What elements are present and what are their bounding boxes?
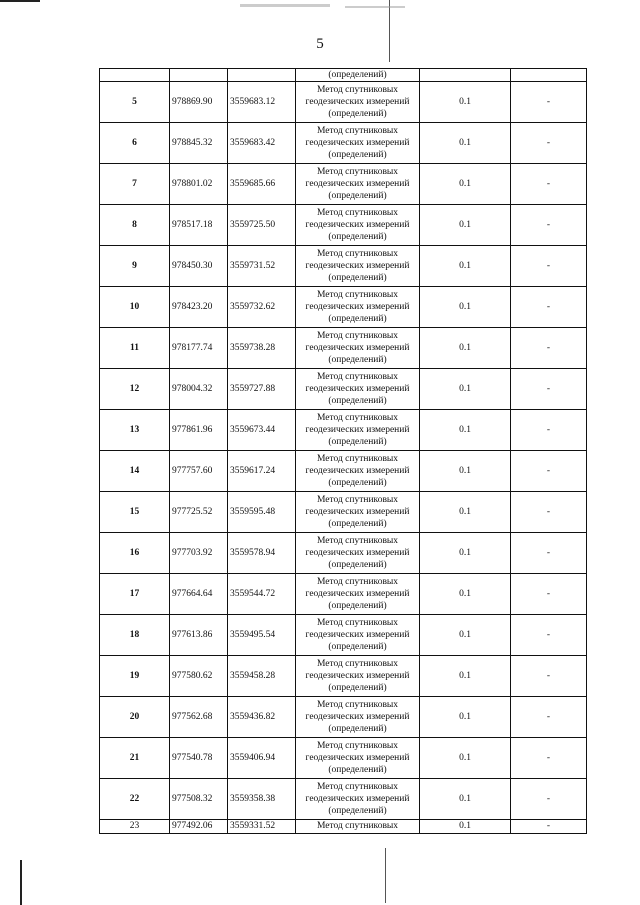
table-row [100, 369, 587, 410]
method-line: Метод спутниковых [316, 617, 399, 628]
method-line: Метод спутниковых [316, 740, 399, 751]
method-line: Метод спутниковых [316, 84, 399, 95]
y-coordinate-cell: 3559731.52 [228, 246, 296, 287]
method-line: геодезических измерений [305, 712, 410, 723]
accuracy-cell: 0.1 [420, 656, 511, 697]
point-number-cell: 19 [100, 656, 170, 697]
note-cell: - [511, 328, 587, 369]
coordinates-table [99, 68, 587, 834]
method-cell [296, 205, 420, 246]
x-coordinate-cell: 977861.96 [170, 410, 228, 451]
note-cell: - [511, 246, 587, 287]
table-row [100, 615, 587, 656]
method-line: Метод спутниковых [316, 658, 399, 669]
method-line: Метод спутниковых [316, 781, 399, 792]
accuracy-cell: 0.1 [420, 287, 511, 328]
point-number-cell: 8 [100, 205, 170, 246]
method-line: Метод спутниковых [316, 207, 399, 218]
method-cell: Метод спутниковых [296, 820, 420, 833]
y-coordinate-cell: 3559358.38 [228, 779, 296, 820]
method-line: (определений) [328, 273, 387, 284]
method-line: (определений) [328, 806, 387, 817]
method-line: геодезических измерений [305, 671, 410, 682]
method-line: геодезических измерений [305, 302, 410, 313]
note-cell: - [511, 369, 587, 410]
method-line: геодезических измерений [305, 138, 410, 149]
y-coordinate-cell: 3559727.88 [228, 369, 296, 410]
table-row [100, 779, 587, 820]
method-line: (определений) [328, 642, 387, 653]
accuracy-cell: 0.1 [420, 328, 511, 369]
point-number-cell: 21 [100, 738, 170, 779]
method-cell [296, 123, 420, 164]
accuracy-cell: 0.1 [420, 410, 511, 451]
method-line: Метод спутниковых [316, 248, 399, 259]
method-cell [296, 574, 420, 615]
method-cell [296, 410, 420, 451]
accuracy-cell: 0.1 [420, 492, 511, 533]
note-cell: - [511, 656, 587, 697]
method-line: (определений) [328, 765, 387, 776]
method-cell [296, 533, 420, 574]
y-coordinate-cell: 3559725.50 [228, 205, 296, 246]
method-line: (определений) [328, 519, 387, 530]
y-coordinate-cell: 3559738.28 [228, 328, 296, 369]
method-line: геодезических измерений [305, 179, 410, 190]
note-cell: - [511, 410, 587, 451]
note-cell: - [511, 779, 587, 820]
method-line: Метод спутниковых [316, 535, 399, 546]
method-line: Метод спутниковых [316, 412, 399, 423]
method-line: (определений) [328, 601, 387, 612]
x-coordinate-cell: 977725.52 [170, 492, 228, 533]
method-line: Метод спутниковых [316, 166, 399, 177]
x-coordinate-cell: 978177.74 [170, 328, 228, 369]
x-coordinate-cell: 977562.68 [170, 697, 228, 738]
scan-noise [240, 4, 330, 7]
x-coordinate-cell: 977757.60 [170, 451, 228, 492]
method-cell [296, 164, 420, 205]
method-line: Метод спутниковых [316, 371, 399, 382]
accuracy-cell: 0.1 [420, 82, 511, 123]
point-number-cell: 16 [100, 533, 170, 574]
method-line: геодезических измерений [305, 220, 410, 231]
x-coordinate-cell: 977613.86 [170, 615, 228, 656]
method-cell [296, 328, 420, 369]
point-number-cell: 6 [100, 123, 170, 164]
table-row [100, 738, 587, 779]
note-cell: - [511, 82, 587, 123]
scan-noise [345, 6, 405, 8]
point-number-cell: 7 [100, 164, 170, 205]
table-row [100, 820, 587, 833]
method-line: (определений) [328, 109, 387, 120]
table-row [100, 205, 587, 246]
table-row [100, 246, 587, 287]
note-cell: - [511, 287, 587, 328]
x-coordinate-cell: 977508.32 [170, 779, 228, 820]
method-line: геодезических измерений [305, 630, 410, 641]
point-number-cell: 17 [100, 574, 170, 615]
y-coordinate-cell: 3559595.48 [228, 492, 296, 533]
method-line: (определений) [328, 396, 387, 407]
method-line: (определений) [328, 314, 387, 325]
note-cell: - [511, 615, 587, 656]
method-line: Метод спутниковых [316, 576, 399, 587]
note-cell: - [511, 697, 587, 738]
method-line: геодезических измерений [305, 794, 410, 805]
method-line: (определений) [328, 724, 387, 735]
point-number-cell: 18 [100, 615, 170, 656]
table-row [100, 410, 587, 451]
accuracy-cell: 0.1 [420, 779, 511, 820]
accuracy-cell: 0.1 [420, 451, 511, 492]
method-cell [296, 779, 420, 820]
table-row [100, 328, 587, 369]
y-coordinate-cell: 3559458.28 [228, 656, 296, 697]
note-cell: - [511, 205, 587, 246]
method-line: геодезических измерений [305, 507, 410, 518]
point-number-cell: 14 [100, 451, 170, 492]
point-number-cell: 13 [100, 410, 170, 451]
method-line: (определений) [328, 683, 387, 694]
scan-edge-line-left [20, 860, 22, 905]
table-row [100, 123, 587, 164]
table-row [100, 451, 587, 492]
method-cell [296, 287, 420, 328]
y-coordinate-cell: 3559617.24 [228, 451, 296, 492]
table-row [100, 574, 587, 615]
note-cell: - [511, 574, 587, 615]
table-row [100, 656, 587, 697]
method-line: (определений) [328, 191, 387, 202]
x-coordinate-cell: 977580.62 [170, 656, 228, 697]
method-line: (определений) [328, 232, 387, 243]
x-coordinate-cell: 977703.92 [170, 533, 228, 574]
x-coordinate-cell: 977492.06 [170, 820, 228, 833]
y-coordinate-cell: 3559331.52 [228, 820, 296, 833]
y-coordinate-cell: 3559544.72 [228, 574, 296, 615]
table-row [100, 287, 587, 328]
y-coordinate-cell: 3559673.44 [228, 410, 296, 451]
y-coordinate-cell: 3559683.42 [228, 123, 296, 164]
point-number-cell: 9 [100, 246, 170, 287]
accuracy-cell: 0.1 [420, 574, 511, 615]
y-coordinate-cell: 3559578.94 [228, 533, 296, 574]
method-cell [296, 246, 420, 287]
method-line: геодезических измерений [305, 548, 410, 559]
method-line: геодезических измерений [305, 425, 410, 436]
note-cell: - [511, 492, 587, 533]
accuracy-cell: 0.1 [420, 697, 511, 738]
method-line: геодезических измерений [305, 466, 410, 477]
x-coordinate-cell: 978450.30 [170, 246, 228, 287]
table-row [100, 164, 587, 205]
method-line: геодезических измерений [305, 753, 410, 764]
note-cell: - [511, 533, 587, 574]
method-line: Метод спутниковых [316, 330, 399, 341]
point-number-cell: 10 [100, 287, 170, 328]
note-cell: - [511, 820, 587, 833]
x-coordinate-cell: 978004.32 [170, 369, 228, 410]
method-cell [296, 615, 420, 656]
method-cell [296, 656, 420, 697]
y-coordinate-cell: 3559436.82 [228, 697, 296, 738]
table-row [100, 492, 587, 533]
x-coordinate-cell: 978845.32 [170, 123, 228, 164]
accuracy-cell: 0.1 [420, 246, 511, 287]
method-line: геодезических измерений [305, 384, 410, 395]
method-line: Метод спутниковых [316, 125, 399, 136]
page-number: 5 [316, 36, 324, 52]
accuracy-cell: 0.1 [420, 820, 511, 833]
method-line: геодезических измерений [305, 589, 410, 600]
accuracy-cell: 0.1 [420, 205, 511, 246]
point-number-cell: 20 [100, 697, 170, 738]
table-row [100, 697, 587, 738]
y-coordinate-cell: 3559732.62 [228, 287, 296, 328]
y-coordinate-cell: 3559683.12 [228, 82, 296, 123]
scan-divider-line-bottom [385, 848, 386, 903]
method-line: Метод спутниковых [316, 289, 399, 300]
note-cell: - [511, 738, 587, 779]
x-coordinate-cell: 977540.78 [170, 738, 228, 779]
table-row [100, 82, 587, 123]
method-cell: (определений) [296, 69, 420, 82]
x-coordinate-cell: 978801.02 [170, 164, 228, 205]
x-coordinate-cell: 978869.90 [170, 82, 228, 123]
y-coordinate-cell: 3559495.54 [228, 615, 296, 656]
scan-edge-line-top [0, 0, 40, 2]
method-line: (определений) [328, 478, 387, 489]
point-number-cell: 23 [100, 820, 170, 833]
table-body [100, 69, 587, 834]
accuracy-cell: 0.1 [420, 369, 511, 410]
x-coordinate-cell: 977664.64 [170, 574, 228, 615]
note-cell: - [511, 164, 587, 205]
method-line: геодезических измерений [305, 343, 410, 354]
note-cell: - [511, 451, 587, 492]
point-number-cell: 11 [100, 328, 170, 369]
method-line: Метод спутниковых [316, 699, 399, 710]
point-number-cell: 22 [100, 779, 170, 820]
x-coordinate-cell: 978517.18 [170, 205, 228, 246]
method-cell [296, 451, 420, 492]
y-coordinate-cell: 3559406.94 [228, 738, 296, 779]
accuracy-cell: 0.1 [420, 123, 511, 164]
method-cell [296, 697, 420, 738]
method-cell [296, 738, 420, 779]
method-cell [296, 82, 420, 123]
accuracy-cell: 0.1 [420, 738, 511, 779]
accuracy-cell: 0.1 [420, 533, 511, 574]
method-line: (определений) [328, 150, 387, 161]
note-cell: - [511, 123, 587, 164]
point-number-cell: 15 [100, 492, 170, 533]
method-line: геодезических измерений [305, 261, 410, 272]
table-row-continued [100, 69, 587, 82]
point-number-cell: 5 [100, 82, 170, 123]
method-line: Метод спутниковых [316, 494, 399, 505]
method-cell [296, 369, 420, 410]
method-line: геодезических измерений [305, 97, 410, 108]
table-row [100, 533, 587, 574]
x-coordinate-cell: 978423.20 [170, 287, 228, 328]
method-line: (определений) [328, 437, 387, 448]
method-line: (определений) [328, 355, 387, 366]
method-cell [296, 492, 420, 533]
point-number-cell: 12 [100, 369, 170, 410]
method-line: (определений) [328, 560, 387, 571]
method-line: Метод спутниковых [316, 453, 399, 464]
accuracy-cell: 0.1 [420, 615, 511, 656]
accuracy-cell: 0.1 [420, 164, 511, 205]
y-coordinate-cell: 3559685.66 [228, 164, 296, 205]
